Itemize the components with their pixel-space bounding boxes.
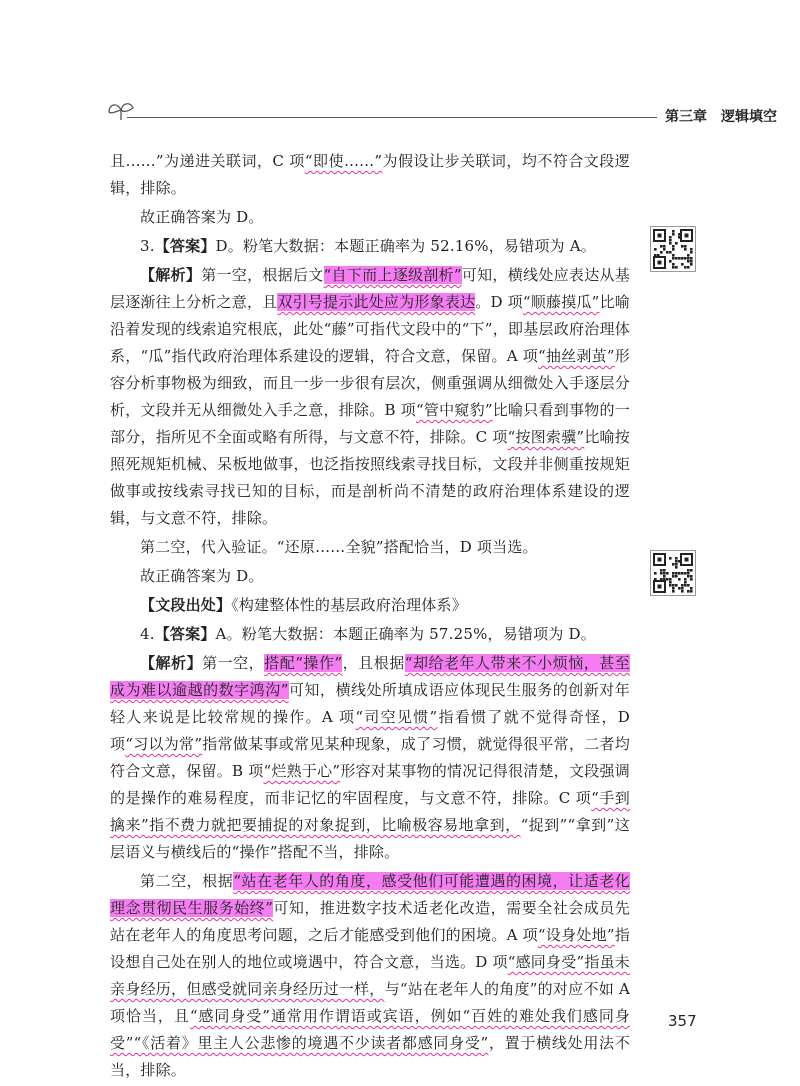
underlined-text: 指不费力就把要捕捉的对象捉到，比喻极容易地拿到， <box>148 816 521 834</box>
header-rule <box>127 117 657 118</box>
text-run: 第一空， <box>202 654 265 672</box>
underlined-text: “设身处地” <box>537 926 615 944</box>
text-run: 比喻只看到事物的一部分，指所见不全面或略有所得，与文意不符，排除。C 项 <box>110 401 630 446</box>
answer-line-q4 <box>110 621 630 648</box>
text-run: ，且根据 <box>342 654 405 672</box>
text-run: 形容分析事物极为细致，而且一步一步很有层次，侧重强调从细微处入手逐层分析，文段并无从细微处入手之意，排除。B 项 <box>110 347 630 419</box>
text-run: 且……”为递进关联词，C 项 <box>110 152 305 170</box>
highlighted-text: “却给老年人带来不小烦恼，甚至成为难以逾越的数字鸿沟” <box>110 654 630 699</box>
analysis-q3 <box>110 262 630 532</box>
section-label: 【答案】 <box>154 625 216 643</box>
text-run: ，置于横线处用法不当，排除。 <box>110 1034 630 1079</box>
text-run: D。粉笔大数据：本题正确率为 52.16%，易错项为 A。 <box>215 237 596 255</box>
text-run: 为假设让步关联词，均不符合文段逻辑，排除。 <box>110 152 630 197</box>
underlined-text: “手到擒来” <box>110 789 630 834</box>
text-run: 第二空，根据 <box>140 872 234 890</box>
analysis-q4-blank2 <box>110 868 630 1084</box>
text-run: 可知，横线处所填成语应体现民生服务的创新对年轻人来说是比较常规的操作。A 项 <box>110 681 630 726</box>
underlined-text: “感同身受” <box>507 953 585 971</box>
highlighted-text: “站在老年人的角度，感受他们可能遭遇的困境，让适老化理念贯彻民生服务始终” <box>110 872 631 917</box>
underlined-text: 指虽未亲身经历，但感受就同亲身经历过一样， <box>110 953 630 998</box>
text-run: 《构建整体性的基层政府治理体系》 <box>231 596 467 614</box>
underlined-text: “烂熟于心” <box>263 762 341 780</box>
text-run: 与“站在老年人的角度”的对应不如 A 项恰当，且 <box>110 980 630 1025</box>
underlined-text: “感同身受”通常用作谓语或宾语，例如“百姓的难处我们感同身受”“《活着》里主人公悲惨的境遇不少读者都感同身受” <box>110 1007 630 1052</box>
highlighted-text: “自下而上逐级剖析” <box>323 266 462 284</box>
paragraph <box>110 204 630 231</box>
analysis-q4-blank1 <box>110 650 630 866</box>
text-run: 指设想自己处在别人的地位或境遇中，符合文意，当选。D 项 <box>110 926 630 971</box>
underlined-text: “顺藤摸瓜” <box>522 293 600 311</box>
section-label: 【解析】 <box>140 654 203 672</box>
chapter-title: 逻辑填空 <box>721 109 777 125</box>
text-run: 指看惯了就不觉得奇怪，D 项 <box>110 708 630 753</box>
page-header <box>105 98 777 128</box>
text-run: 可知，横线处应表达从基层逐渐往上分析之意，且 <box>110 266 630 311</box>
source-line <box>110 592 630 619</box>
paragraph <box>110 148 630 202</box>
text-run: 指常做某事或常见某种现象，成了习惯，就觉得很平常，二者均符合文意，保留。B 项 <box>110 735 630 780</box>
text-run: 第一空，根据后文 <box>201 266 324 284</box>
highlighted-text: 双引号提示此处应为形象表达 <box>277 293 476 311</box>
section-label: 【答案】 <box>154 237 216 255</box>
paragraph <box>110 534 630 561</box>
page-number: 357 <box>668 1012 697 1030</box>
underlined-text: “管中窥豹” <box>415 401 493 419</box>
text-run: 比喻按照死规矩机械、呆板地做事，也泛指按照线索寻找目标，文段并非侧重按规矩做事或按线索寻找已知的目标，而是剖析尚不清楚的政府治理体系建设的逻辑，与文意不符，排除。 <box>110 428 630 527</box>
text-run: 形容对某事物的情况记得很清楚，文段强调的是操作的难易程度，而非记忆的牢固程度，与文意不符，排除。C 项 <box>110 762 630 807</box>
text-run: 故正确答案为 D。 <box>140 567 264 585</box>
answer-line-q3 <box>110 233 630 260</box>
underlined-text: “司空见惯” <box>355 708 438 726</box>
text-run: 比喻沿着发现的线索追究根底，此处“藤”可指代文段中的“下”，即基层政府治理体系，“瓜”指代政府治理体系建设的逻辑，符合文意，保留。A 项 <box>110 293 630 365</box>
chapter-label <box>665 106 800 126</box>
paragraph <box>110 563 630 590</box>
highlighted-text: 搭配“操作” <box>264 654 343 672</box>
leaf-icon <box>105 98 135 124</box>
answer-explanation-body <box>110 148 630 1086</box>
text-run: 3. <box>140 237 155 255</box>
text-run: 第二空，代入验证。“还原……全貌”搭配恰当，D 项当选。 <box>140 538 538 556</box>
underlined-text: “抽丝剥茧” <box>538 347 615 365</box>
section-label: 【解析】 <box>140 266 202 284</box>
underlined-text: “习以为常” <box>125 735 203 753</box>
section-label: 【文段出处】 <box>140 596 232 614</box>
text-run: 故正确答案为 D。 <box>140 208 264 226</box>
text-run: 可知，推进数字技术适老化改造，需要全社会成员先站在老年人的角度思考问题，之后才能感受到他们的困境。A 项 <box>110 899 630 944</box>
qr-code-icon[interactable] <box>650 550 696 596</box>
text-run: 4. <box>140 625 155 643</box>
text-run: A。粉笔大数据：本题正确率为 57.25%，易错项为 D。 <box>215 625 596 643</box>
underlined-text: “即使……” <box>304 152 383 170</box>
text-run: 。D 项 <box>475 293 523 311</box>
text-run: “捉到”“拿到”这层语义与横线后的“操作”搭配不当，排除。 <box>110 816 630 861</box>
underlined-text: “按图索骥” <box>507 428 585 446</box>
chapter-number: 第三章 <box>665 109 707 125</box>
qr-code-icon[interactable] <box>650 226 696 272</box>
